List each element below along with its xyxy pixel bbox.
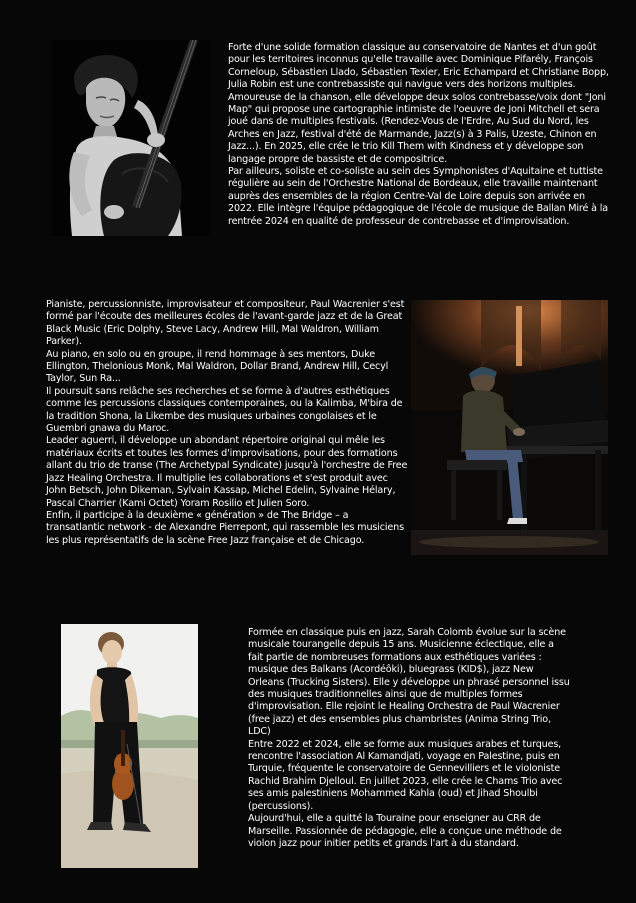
bio-paul-wacrenier (46, 299, 409, 547)
pianist-photo (411, 300, 608, 555)
violinist-illustration (61, 624, 198, 868)
bio-paragraph: Aujourd'hui, elle a quitté la Touraine pour enseigner au CRR de Marseille. Passionnée de pédagogie, elle a conçue une méthode de violon jazz pour initier petits et grands l'art à du standard. (248, 813, 562, 849)
bio-paragraph: Entre 2022 et 2024, elle se forme aux musiques arabes et turques, rencontre l'association Al Kamandjati, voyage en Palestine, puis en Turquie, fréquente le conservatoire de Gennevilliers et le violoniste Rachid Brahim Djelloul. En juillet 2023, elle crée le Chams Trio avec ses amis palestiniens Mohammed Kahla (oud) et Jihad Shoulbi (percussions). (248, 738, 563, 812)
bassist-photo (52, 40, 210, 236)
violinist-photo (61, 624, 198, 868)
bio-paragraph: Pianiste, percussionniste, improvisateur et compositeur, Paul Wacrenier s'est formé par l'écoute des meilleures écoles de l'avant-garde jazz et de la Great Black Music (Eric Dolphy, Steve Lacy, Andrew Hill, Mal Waldron, William Parker). (46, 299, 405, 348)
bio-paragraph: Forte d'une solide formation classique au conservatoire de Nantes et d'un goût pour les territoires inconnus qu'elle travaille avec Dominique Pifarély, François Corneloup, Sébastien Llado, Sébastien Texier, Eric Echampard et Christiane Bopp, Julia Robin est une contrebassiste qui navigue vers des horizons multiples. (228, 42, 609, 91)
bio-julia-robin (228, 42, 613, 228)
bio-paragraph: Il poursuit sans relâche ses recherches et se forme à d'autres esthétiques comme les percussions classiques contemporaines, ou la Kalimba, M'bira de la tradition Shona, la Likembe des musiques urbaines congolaises et le Guembri gnawa du Maroc. (46, 385, 403, 435)
bio-paragraph: Leader aguerri, il développe un abondant répertoire original qui mêle les matériaux écrits et toutes les formes d'improvisations, pour des formations allant du trio de transe (The Archetypal Syndicate) jusqu'à l'orchestre de Free Jazz Healing Orchestra. Il multiplie les collaborations et s'est produit avec John Betsch, John Dikeman, Sylvain Kassap, Michel Edelin, Sylvaine Hélary, Pascal Charrier (Kami Octet) Yoram Rosilio et Julien Soro. (46, 435, 408, 509)
bio-paragraph: Enfin, il participe à la deuxième « génération » de The Bridge – a transatlantic network - de Alexandre Pierrepont, qui rassemble les musiciens les plus représentatifs de la scène Free Jazz française et de Chicago. (46, 509, 404, 546)
bio-paragraph: Amoureuse de la chanson, elle développe deux solos contrebasse/voix dont "Joni Map" qui propose une cartographie intimiste de l'oeuvre de Joni Mitchell et sera joué dans de multiples festivals. (Rendez-Vous de l'Erdre, Au Sud du Nord, les Arches en Jazz, festival d'été de Marmande, Jazz(s) à 3 Palis, Uzeste, Chinon en Jazz...). En 2025, elle crée le trio Kill Them with Kindness et y développe son langage propre de bassiste et de compositrice. (228, 91, 606, 165)
bio-paragraph: Par ailleurs, soliste et co-soliste au sein des Symphonistes d'Aquitaine et tuttiste régulière au sein de l'Orchestre National de Bordeaux, elle travaille maintenant auprès des ensembles de la région Centre-Val de Loire depuis son arrivée en 2022. Elle intègre l'équipe pédagogique de l'école de musique de Ballan Miré à la rentrée 2024 en qualité de professeur de contrebasse et d'improvisation. (228, 166, 608, 227)
bio-paragraph: Formée en classique puis en jazz, Sarah Colomb évolue sur la scène musicale tourangelle depuis 15 ans. Musicienne éclectique, elle a fait partie de nombreuses formations aux esthétiques variées : musique des Balkans (Acordéôki), bluegrass (KID$), jazz New Orleans (Trucking Sisters). Elle y développe un phrasé personnel issu des musiques traditionnelles ainsi que de multiples formes d'improvisation. Elle rejoint le Healing Orchestra de Paul Wacrenier (free jazz) et des ensembles plus chambristes (Anima String Trio, LDC) (248, 627, 570, 738)
bio-paragraph: Au piano, en solo ou en groupe, il rend hommage à ses mentors, Duke Ellington, Thelonious Monk, Mal Waldron, Dollar Brand, Andrew Hill, Cecyl Taylor, Sun Ra... (46, 348, 389, 385)
bio-sarah-colomb (248, 627, 570, 850)
bassist-illustration (52, 40, 210, 236)
pianist-illustration (411, 300, 608, 555)
